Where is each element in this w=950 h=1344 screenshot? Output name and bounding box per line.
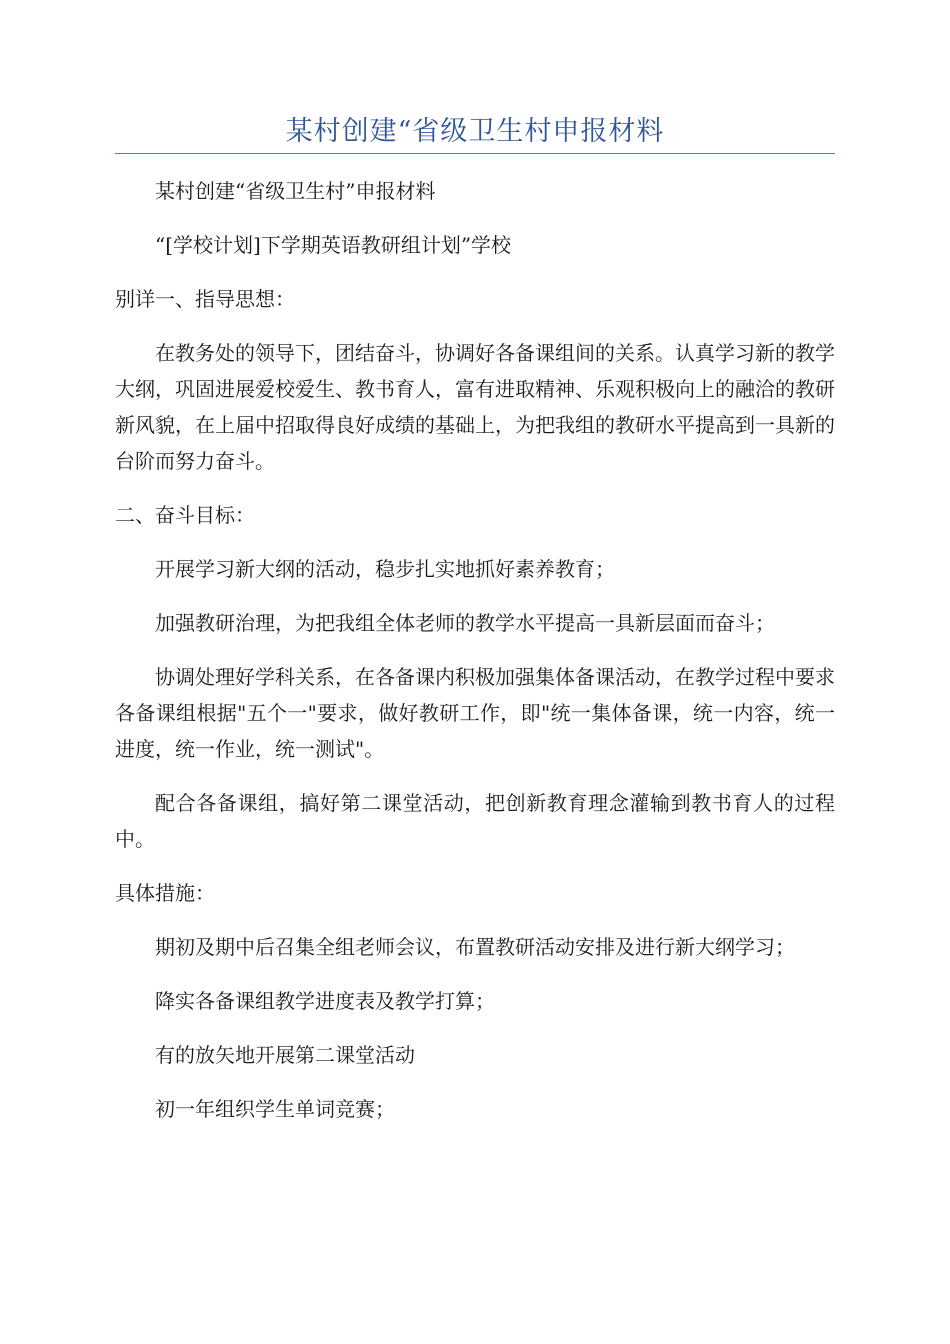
paragraph: 配合各备课组，搞好第二课堂活动，把创新教育理念灌输到教书育人的过程中。 — [115, 791, 835, 851]
paragraph: “[学校计划]下学期英语教研组计划”学校 — [155, 233, 512, 257]
document-body — [115, 173, 835, 1145]
title-underline — [115, 153, 835, 154]
paragraph: 初一年组织学生单词竞赛； — [155, 1097, 395, 1121]
paragraph: 有的放矢地开展第二课堂活动 — [155, 1043, 415, 1067]
paragraph: 加强教研治理，为把我组全体老师的教学水平提高一具新层面而奋斗； — [155, 611, 775, 635]
paragraph: 开展学习新大纲的活动，稳步扎实地抓好素养教育； — [155, 557, 615, 581]
paragraph: 协调处理好学科关系，在各备课内积极加强集体备课活动，在教学过程中要求各备课组根据"五个一"要求，做好教研工作，即"统一集体备课，统一内容，统一进度，统一作业，统一测试"。 — [115, 665, 835, 761]
section-heading: 二、奋斗目标： — [115, 503, 255, 527]
paragraph: 降实各备课组教学进度表及教学打算； — [155, 989, 495, 1013]
document-title: 某村创建“省级卫生村申报材料 — [285, 116, 665, 147]
section-heading: 别详一、指导思想： — [115, 287, 295, 311]
section-heading: 具体措施： — [115, 881, 215, 905]
paragraph: 某村创建“省级卫生村”申报材料 — [155, 179, 436, 203]
paragraph: 在教务处的领导下，团结奋斗，协调好各备课组间的关系。认真学习新的教学大纲，巩固进展爱校爱生、教书育人，富有进取精神、乐观积极向上的融洽的教研新风貌，在上届中招取得良好成绩的基础上，为把我组的教研水平提高到一具新的台阶而努力奋斗。 — [115, 341, 835, 473]
paragraph: 期初及期中后召集全组老师会议，布置教研活动安排及进行新大纲学习； — [155, 935, 795, 959]
